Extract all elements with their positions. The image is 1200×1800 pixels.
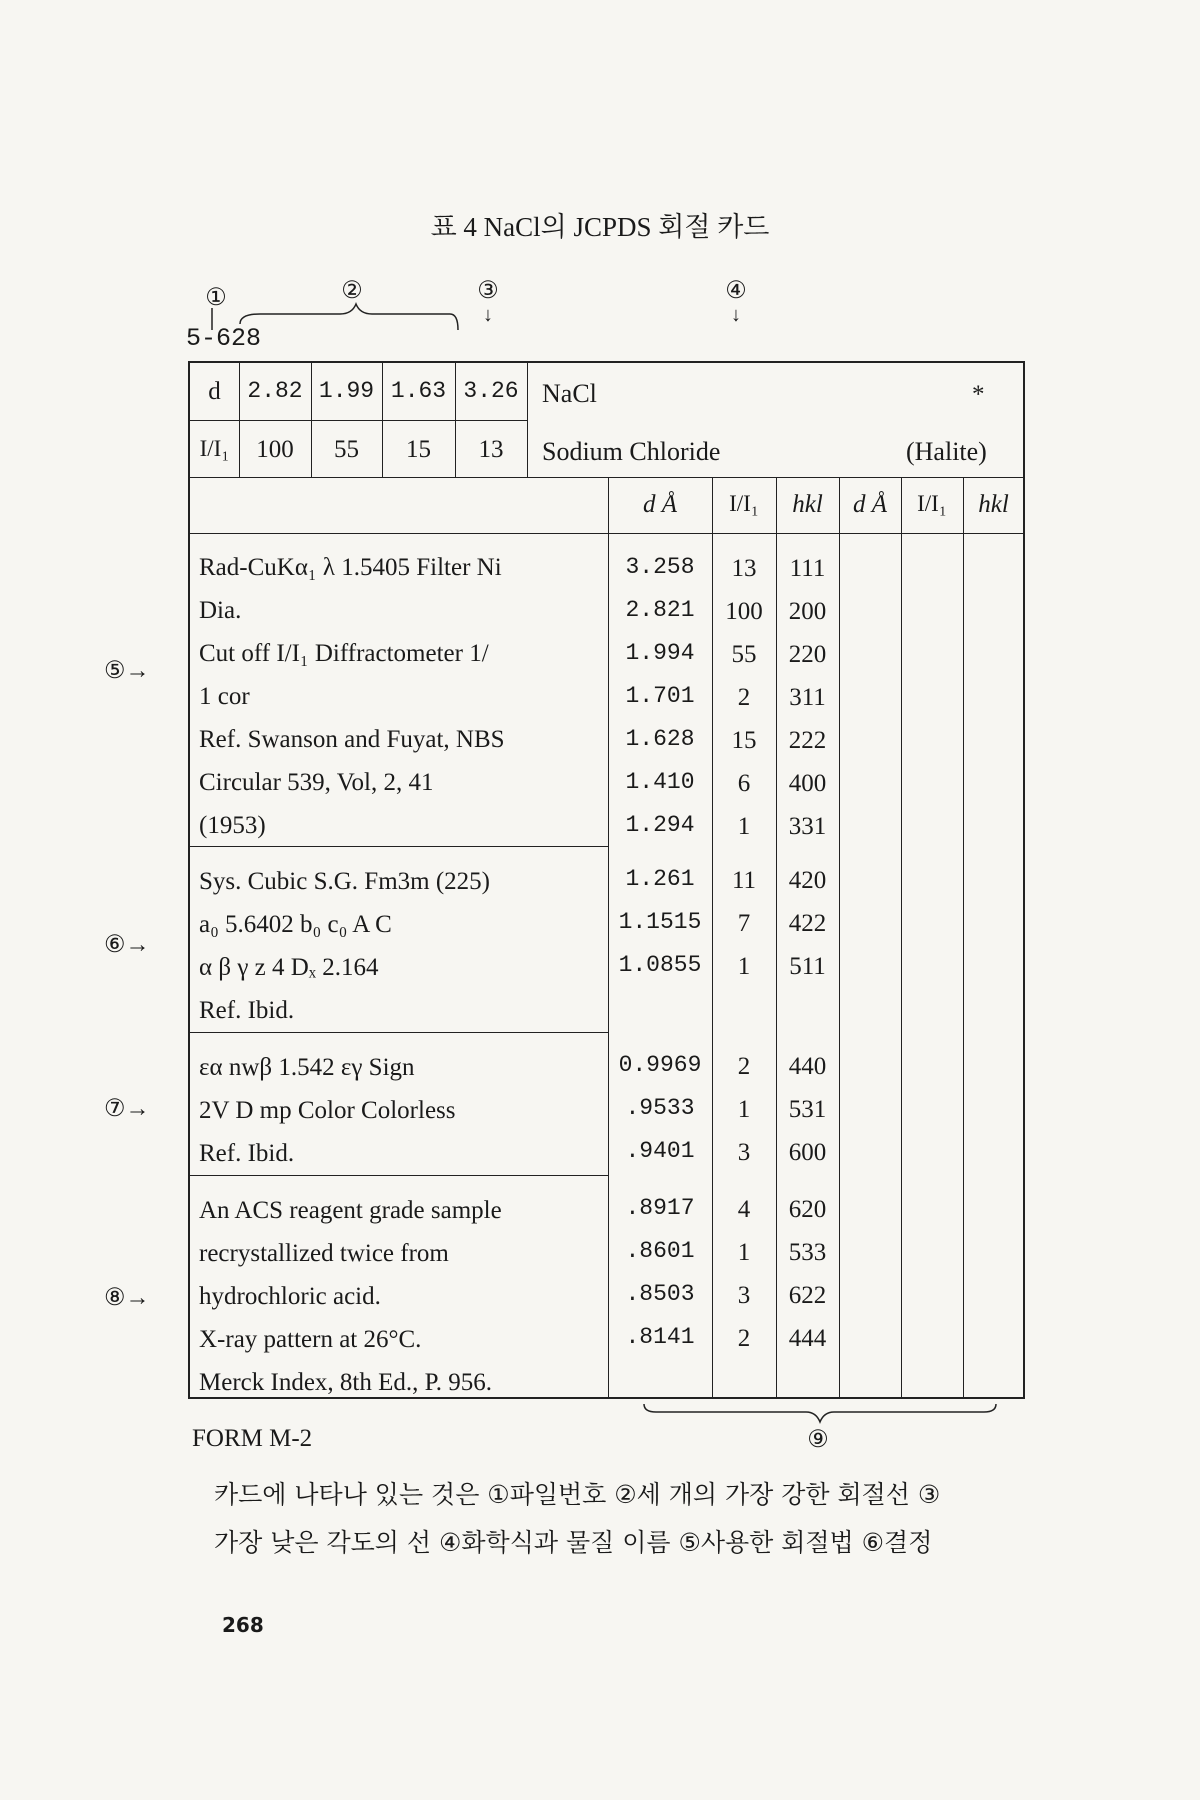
dia-line: Dia. — [199, 597, 242, 624]
ref-line: Ref. Swanson and Fuyat, NBS — [199, 726, 505, 753]
row-1-hkl: 111 — [789, 555, 826, 582]
page-number: 268 — [222, 1613, 264, 1637]
table-caption: 표 4 NaCl의 JCPDS 회절 카드 — [430, 212, 770, 242]
row-3-d: 1.994 — [625, 640, 695, 666]
row-4-d: 1.701 — [625, 683, 695, 709]
marker-4: ④ — [725, 278, 747, 304]
color-line: 2V D mp Color Colorless — [199, 1097, 456, 1124]
rad-line: Rad-CuKα₁ λ 1.5405 Filter Ni — [199, 554, 502, 581]
row-7-d: 1.294 — [625, 812, 695, 838]
row-14-i: 4 — [737, 1196, 751, 1223]
divider — [963, 477, 964, 1399]
row-16-hkl: 622 — [788, 1282, 827, 1309]
row-12-hkl: 531 — [788, 1096, 827, 1123]
sample-line-1: An ACS reagent grade sample — [199, 1197, 502, 1224]
row-6-d: 1.410 — [625, 769, 695, 795]
header-d-2: d Å — [852, 491, 888, 518]
row-12-d: .9533 — [625, 1095, 695, 1121]
header-hkl: hkl — [792, 491, 823, 518]
row-6-hkl: 400 — [788, 770, 827, 797]
divider — [839, 477, 840, 1399]
compound-name: Sodium Chloride — [542, 437, 721, 466]
arrow-down-icon: ↓ — [483, 304, 493, 326]
lowest-angle-i: 13 — [478, 436, 504, 463]
row-9-hkl: 422 — [788, 910, 827, 937]
optical-line: εα nwβ 1.542 εγ Sign — [199, 1054, 415, 1081]
row-16-i: 3 — [737, 1282, 751, 1309]
row-11-i: 2 — [737, 1053, 751, 1080]
strong-d-3: 1.63 — [390, 378, 447, 404]
divider — [190, 1175, 608, 1176]
row-11-d: 0.9969 — [618, 1052, 702, 1078]
marker-1: ① — [205, 285, 227, 311]
strong-d-1: 2.82 — [247, 378, 303, 404]
chemical-formula: NaCl — [542, 379, 597, 408]
angles-line: α β γ z 4 Dₓ 2.164 — [199, 954, 379, 981]
strong-i-1: 100 — [256, 436, 294, 463]
mineral-name: (Halite) — [906, 437, 987, 466]
header-d: d Å — [642, 491, 678, 518]
header-hkl-2: hkl — [978, 491, 1009, 518]
row-10-i: 1 — [737, 953, 751, 980]
note-line-1: 카드에 나타나 있는 것은 ①파일번호 ②세 개의 가장 강한 회절선 ③ — [214, 1480, 941, 1509]
crystal-system-line: Sys. Cubic S.G. Fm3m (225) — [199, 868, 491, 895]
marker-8: ⑧→ — [104, 1285, 150, 1311]
ref-ibid: Ref. Ibid. — [199, 1140, 295, 1167]
marker-6: ⑥→ — [104, 932, 150, 958]
strong-i-3: 15 — [406, 436, 431, 463]
sample-line-2: recrystallized twice from — [199, 1240, 449, 1267]
row-10-hkl: 511 — [789, 953, 826, 980]
row-15-hkl: 533 — [788, 1239, 827, 1266]
ref-line-2: Circular 539, Vol, 2, 41 — [199, 769, 434, 796]
divider — [527, 363, 528, 477]
row-3-hkl: 220 — [788, 641, 827, 668]
lowest-angle-d: 3.26 — [463, 378, 519, 404]
row-3-i: 55 — [731, 641, 757, 668]
row-15-d: .8601 — [625, 1238, 695, 1264]
cor-line: 1 cor — [199, 683, 250, 710]
row-2-hkl: 200 — [788, 598, 827, 625]
marker-3: ③ — [477, 278, 499, 304]
brace-marker-9 — [640, 1402, 1000, 1426]
header-intensity-2: I/I₁ — [917, 491, 947, 516]
row-15-i: 1 — [737, 1239, 751, 1266]
lattice-line: a₀ 5.6402 b₀ c₀ A C — [199, 911, 392, 938]
divider — [190, 1032, 608, 1033]
row-12-i: 1 — [737, 1096, 751, 1123]
row-1-d: 3.258 — [625, 554, 695, 580]
row-5-d: 1.628 — [625, 726, 695, 752]
row-7-i: 1 — [737, 813, 751, 840]
note-line-2: 가장 낮은 각도의 선 ④화학식과 물질 이름 ⑤사용한 회절법 ⑥결정 — [214, 1528, 933, 1557]
row-8-i: 11 — [731, 867, 757, 894]
divider — [190, 533, 1024, 534]
row-16-d: .8503 — [625, 1281, 695, 1307]
file-number: 5-628 — [186, 324, 262, 353]
divider — [190, 477, 1024, 478]
jcpds-card — [188, 361, 1025, 1399]
row-2-d: 2.821 — [625, 597, 695, 623]
marker-7: ⑦→ — [104, 1096, 150, 1122]
row-17-hkl: 444 — [788, 1325, 827, 1352]
row-8-hkl: 420 — [788, 867, 827, 894]
ref-ibid: Ref. Ibid. — [199, 997, 295, 1024]
row-13-i: 3 — [737, 1139, 751, 1166]
arrow-down-icon: ↓ — [731, 304, 741, 326]
strong-i-2: 55 — [334, 436, 359, 463]
row-6-i: 6 — [737, 770, 751, 797]
strong-d-2: 1.99 — [318, 378, 375, 404]
row-13-hkl: 600 — [788, 1139, 827, 1166]
marker-5: ⑤→ — [104, 658, 150, 684]
marker-2: ② — [341, 278, 363, 304]
cutoff-line: Cut off I/I₁ Diffractometer 1/ — [199, 640, 489, 667]
row-2-i: 100 — [725, 598, 763, 625]
divider — [190, 420, 527, 421]
row-14-hkl: 620 — [788, 1196, 827, 1223]
header-intensity: I/I₁ — [729, 491, 759, 516]
row-1-i: 13 — [731, 555, 757, 582]
sample-line-4: X-ray pattern at 26°C. — [199, 1326, 422, 1353]
divider — [901, 477, 902, 1399]
row-5-i: 15 — [731, 727, 757, 754]
row-8-d: 1.261 — [625, 866, 695, 892]
row-7-hkl: 331 — [788, 813, 827, 840]
divider — [190, 846, 608, 847]
row-4-i: 2 — [737, 684, 751, 711]
sample-line-5: Merck Index, 8th Ed., P. 956. — [199, 1369, 493, 1396]
row-17-i: 2 — [737, 1325, 751, 1352]
quality-star: * — [972, 381, 985, 408]
sample-line-3: hydrochloric acid. — [199, 1283, 381, 1310]
intensity-label: I/I₁ — [199, 436, 230, 461]
row-4-hkl: 311 — [789, 684, 826, 711]
marker-9: ⑨ — [807, 1427, 829, 1453]
row-11-hkl: 440 — [788, 1053, 827, 1080]
row-5-hkl: 222 — [788, 727, 827, 754]
row-9-i: 7 — [737, 910, 751, 937]
form-label: FORM M-2 — [192, 1425, 313, 1452]
row-17-d: .8141 — [625, 1324, 695, 1350]
d-label: d — [208, 378, 221, 405]
row-9-d: 1.1515 — [618, 909, 702, 935]
row-10-d: 1.0855 — [618, 952, 702, 978]
ref-year: (1953) — [199, 812, 266, 839]
row-14-d: .8917 — [625, 1195, 695, 1221]
row-13-d: .9401 — [625, 1138, 695, 1164]
